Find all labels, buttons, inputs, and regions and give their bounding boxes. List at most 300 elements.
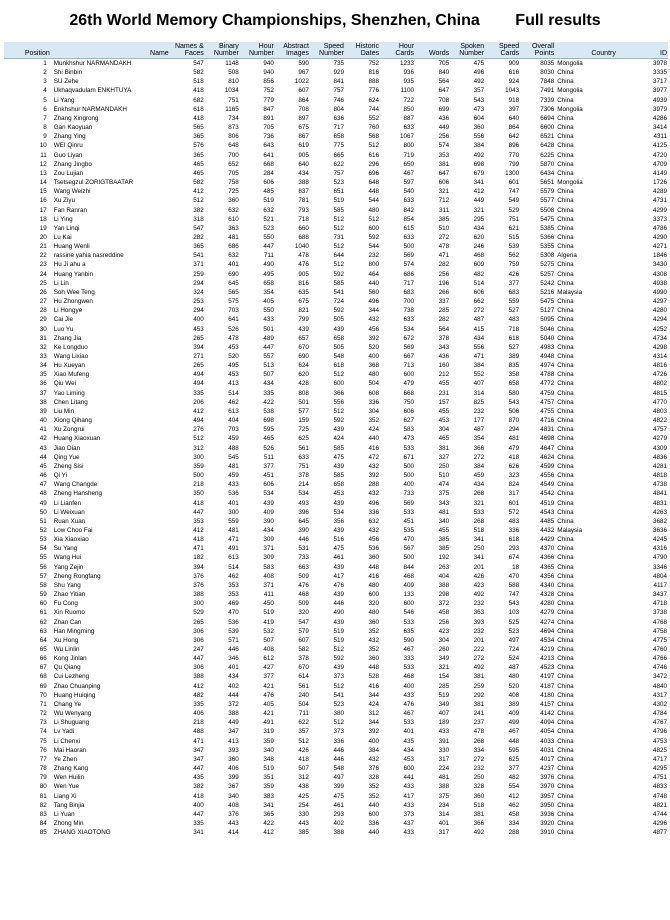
cell-id: 4298 [652,343,667,351]
cell-spoken-number: 478 [473,728,485,736]
cell-hour-cards: 333 [403,655,415,663]
cell-speed-cards: 724 [508,646,520,653]
table-row [4,718,668,727]
cell-name: Lv Yadi [53,728,75,736]
table-row [4,160,668,169]
cell-name: Wang Lixiao [53,353,89,360]
cell-historic-dates: 432 [368,316,379,324]
cell-binary-number: 404 [228,417,239,425]
table-row [4,389,668,398]
cell-name: rassine yahia nasreddine [53,252,124,260]
cell-hour-number: 519 [263,609,274,617]
cell-hour-number: 351 [263,774,274,782]
cell-country: Mongolia [557,105,583,113]
cell-hour-cards: 750 [403,398,415,406]
cell-position: 52 [39,526,47,534]
cell-name: Enkhshur NARMANDAKH [53,105,127,113]
cell-hour-cards: 1233 [400,60,415,67]
cell-hour-cards: 590 [403,636,415,644]
table-row [4,334,668,343]
cell-binary-number: 539 [228,627,239,635]
cell-name: Shi Binbin [53,69,83,77]
cell-name: Munkhshur NARMANDAKH [53,60,132,67]
cell-binary-number: 481 [228,462,239,470]
cell-name: Xin Ruomo [53,609,85,617]
cell-abstract-images: 418 [298,755,309,763]
cell-id: 4825 [652,746,667,754]
table-row [4,206,668,215]
cell-words: 436 [438,114,450,122]
cell-hour-cards: 722 [403,96,415,104]
cell-historic-dates: 384 [368,746,379,754]
cell-binary-number: 508 [228,69,239,77]
cell-position: 54 [39,545,47,553]
cell-binary-number: 700 [228,151,239,159]
cell-words: 317 [438,755,450,763]
cell-names-faces: 341 [193,829,204,837]
cell-names-faces: 218 [193,481,204,489]
table-row [4,315,668,324]
cell-hour-cards: 1100 [400,87,415,95]
cell-hour-number: 383 [263,792,274,800]
cell-overall-points: 7339 [540,96,555,104]
cell-names-faces: 412 [193,682,204,690]
cell-speed-number: 490 [333,609,344,617]
cell-historic-dates: 344 [368,719,379,727]
cell-abstract-images: 708 [298,105,309,113]
cell-country: China [557,636,574,644]
cell-hour-number: 847 [263,105,274,113]
column-header-line1: Historic [345,42,380,50]
cell-abstract-images: 624 [298,362,309,370]
cell-words: 321 [438,188,450,196]
cell-speed-cards: 601 [508,179,520,187]
cell-id: 4790 [652,554,667,562]
cell-overall-points: 5127 [540,307,555,315]
cell-names-faces: 453 [193,325,204,333]
cell-historic-dates: 608 [368,389,379,397]
cell-speed-number: 505 [333,343,344,351]
cell-name: Huang Xiaoxuan [53,435,101,443]
cell-historic-dates: 512 [368,215,379,223]
cell-names-faces: 406 [193,710,204,718]
table-row [4,425,668,434]
cell-words: 304 [438,426,450,434]
cell-names-faces: 300 [193,600,204,608]
cell-speed-number: 523 [333,700,344,708]
cell-overall-points: 4983 [540,343,555,351]
cell-hour-cards: 583 [403,426,415,434]
cell-overall-points: 5275 [540,261,555,269]
cell-words: 327 [438,453,450,461]
cell-words: 401 [438,819,450,827]
table-row [4,517,668,526]
cell-names-faces: 365 [193,243,204,251]
table-row [4,526,668,535]
cell-country: China [557,563,574,571]
cell-speed-number: 475 [333,792,344,800]
cell-overall-points: 4624 [540,453,555,461]
cell-names-faces: 565 [193,124,204,132]
column-header-line2: Number [205,50,240,59]
cell-speed-cards: 334 [508,819,520,827]
cell-words: 647 [438,87,450,95]
cell-country: China [557,206,574,214]
cell-names-faces: 335 [193,819,204,827]
cell-words: 388 [438,783,450,791]
cell-words: 574 [438,142,450,150]
table-row [4,535,668,544]
cell-hour-cards: 500 [403,462,415,470]
cell-abstract-images: 426 [298,746,309,754]
cell-speed-number: 724 [333,298,344,306]
cell-country: China [557,417,574,425]
cell-overall-points: 4054 [540,728,555,736]
table-row [4,453,668,462]
cell-overall-points: 6521 [540,133,555,141]
cell-speed-cards: 625 [508,755,520,763]
cell-id: 4767 [652,719,667,727]
cell-historic-dates: 432 [368,490,379,498]
cell-words: 266 [438,288,450,296]
cell-abstract-images: 670 [298,664,309,672]
cell-historic-dates: 776 [368,87,379,95]
cell-hour-cards: 717 [403,279,415,287]
cell-hour-cards: 800 [403,142,415,150]
cell-speed-number: 446 [333,746,344,754]
cell-historic-dates: 360 [368,554,379,562]
cell-historic-dates: 624 [368,96,379,104]
cell-abstract-images: 312 [298,774,309,782]
cell-id: 4744 [652,810,667,818]
cell-country: Mongolia [557,179,583,187]
cell-binary-number: 413 [228,380,239,388]
cell-overall-points: 4340 [540,581,555,589]
cell-names-faces: 682 [193,96,204,104]
cell-words: 481 [438,508,450,516]
cell-hour-number: 465 [263,435,274,443]
cell-speed-number: 380 [333,710,344,718]
cell-speed-number: 516 [333,536,344,544]
cell-name: Hu Ji ahu a [53,261,86,269]
cell-historic-dates: 424 [368,426,379,434]
cell-abstract-images: 240 [298,691,309,699]
cell-overall-points: 5651 [540,179,555,187]
cell-names-faces: 582 [193,179,204,187]
cell-speed-cards: 616 [508,69,520,77]
cell-speed-number: 417 [333,572,344,580]
cell-names-faces: 518 [193,78,204,86]
cell-overall-points: 5385 [540,224,555,232]
cell-overall-points: 3970 [540,783,555,791]
cell-id: 3977 [652,87,667,95]
cell-hour-number: 412 [263,829,274,837]
cell-name: Xu Hong [53,636,79,644]
cell-hour-number: 595 [263,426,274,434]
cell-words: 282 [438,261,450,269]
cell-names-faces: 465 [193,169,204,177]
cell-historic-dates: 368 [368,362,379,370]
cell-name: Shu Yang [53,581,81,589]
cell-hour-number: 447 [263,243,274,251]
cell-names-faces: 253 [193,298,204,306]
cell-speed-cards: 358 [508,371,520,379]
cell-name: Chang Ye [53,700,82,708]
cell-name: Gan Kaoyuan [53,124,93,132]
cell-country: China [557,499,574,507]
cell-historic-dates: 536 [368,545,379,553]
cell-country: Malaysia [557,288,583,296]
cell-binary-number: 690 [228,270,239,278]
cell-abstract-images: 330 [298,810,309,818]
cell-position: 55 [39,554,47,562]
cell-speed-number: 585 [333,444,344,452]
cell-binary-number: 481 [228,526,239,534]
cell-name: Li Yuan [53,810,75,818]
cell-names-faces: 412 [193,407,204,415]
cell-name: Mai Haoran [53,746,87,754]
cell-historic-dates: 544 [368,243,379,251]
cell-id: 4281 [652,462,667,470]
cell-name: Zheng Sisi [53,462,84,470]
cell-historic-dates: 432 [368,462,379,470]
cell-spoken-number: 514 [473,279,485,287]
cell-historic-dates: 560 [368,288,379,296]
cell-speed-number: 622 [333,160,344,168]
cell-historic-dates: 448 [368,664,379,672]
cell-historic-dates: 344 [368,691,379,699]
cell-names-faces: 335 [193,700,204,708]
cell-speed-number: 592 [333,417,344,425]
cell-position: 59 [39,591,47,599]
cell-spoken-number: 620 [473,233,485,241]
table-row [4,618,668,627]
cell-hour-number: 421 [263,682,274,690]
cell-spoken-number: 426 [473,572,485,580]
cell-position: 14 [39,179,47,187]
cell-country: Mongolia [557,60,583,67]
cell-hour-number: 501 [263,325,274,333]
cell-binary-number: 520 [228,353,239,360]
cell-name: Li Chenxi [53,737,80,745]
table-row [4,288,668,297]
cell-position: 31 [39,334,47,342]
cell-speed-cards: 896 [508,142,520,150]
cell-historic-dates: 440 [368,435,379,443]
table-row [4,151,668,160]
cell-historic-dates: 352 [368,646,379,653]
cell-position: 72 [39,710,47,718]
cell-historic-dates: 360 [368,655,379,663]
cell-speed-number: 512 [333,407,344,415]
cell-historic-dates: 336 [368,398,379,406]
cell-hour-number: 371 [263,545,274,553]
cell-hour-number: 434 [263,526,274,534]
cell-historic-dates: 352 [368,417,379,425]
cell-words: 212 [438,371,450,379]
cell-position: 22 [39,252,47,260]
cell-words: 263 [438,563,450,571]
table-row [4,544,668,553]
cell-words: 840 [438,69,450,77]
cell-hour-number: 319 [263,728,274,736]
cell-binary-number: 481 [228,233,239,241]
cell-name: Li Weixuan [53,508,85,516]
table-row [4,325,668,334]
cell-words: 250 [438,462,450,470]
cell-speed-number: 512 [333,215,344,223]
cell-id: 4302 [652,700,667,708]
table-row [4,59,668,69]
cell-name: Qi Yi [53,472,68,480]
cell-speed-cards: 759 [508,261,520,269]
cell-speed-number: 461 [333,554,344,562]
cell-speed-number: 373 [333,673,344,681]
cell-hour-cards: 433 [403,829,415,837]
cell-hour-number: 507 [263,636,274,644]
cell-speed-cards: 751 [508,215,520,223]
cell-binary-number: 393 [228,746,239,754]
table-row [4,178,668,187]
cell-hour-cards: 476 [403,700,415,708]
cell-country: China [557,169,574,177]
cell-abstract-images: 905 [298,151,309,159]
cell-spoken-number: 328 [473,783,485,791]
cell-binary-number: 526 [228,325,239,333]
cell-position: 30 [39,325,47,333]
cell-hour-cards: 533 [403,508,415,516]
cell-spoken-number: 423 [473,581,485,589]
cell-speed-number: 453 [333,490,344,498]
cell-words: 298 [438,591,450,599]
cell-speed-cards: 580 [508,389,520,397]
cell-overall-points: 5366 [540,233,555,241]
cell-id: 4731 [652,197,667,205]
cell-historic-dates: 480 [368,609,379,617]
cell-binary-number: 488 [228,444,239,452]
cell-spoken-number: 468 [473,252,485,260]
cell-name: Zhang Jia [53,334,82,342]
cell-position: 16 [39,197,47,205]
cell-binary-number: 751 [228,96,239,104]
cell-words: 606 [438,179,450,187]
cell-historic-dates: 432 [368,636,379,644]
cell-id: 4804 [652,572,667,580]
cell-hour-cards: 500 [403,554,415,562]
table-row [4,444,668,453]
cell-id: 3682 [652,517,667,525]
cell-position: 19 [39,224,47,232]
cell-spoken-number: 492 [473,829,485,837]
cell-binary-number: 806 [228,133,239,141]
cell-abstract-images: 725 [298,426,309,434]
cell-hour-cards: 435 [403,737,415,745]
cell-position: 9 [43,133,47,141]
cell-hour-number: 405 [263,298,274,306]
cell-position: 43 [39,444,47,452]
cell-historic-dates: 232 [368,252,379,260]
table-row [4,260,668,269]
cell-id: 4252 [652,325,667,333]
cell-hour-number: 940 [263,69,274,77]
cell-id: 3335 [652,69,667,77]
cell-names-faces: 400 [193,316,204,324]
cell-name: Wang Changde [53,481,98,489]
cell-historic-dates: 320 [368,600,379,608]
cell-speed-number: 475 [333,545,344,553]
cell-spoken-number: 434 [473,481,485,489]
cell-country: China [557,508,574,516]
cell-country: China [557,819,574,827]
cell-words: 260 [438,646,450,653]
cell-hour-cards: 633 [403,124,415,132]
cell-spoken-number: 363 [473,609,485,617]
cell-hour-cards: 569 [403,343,415,351]
table-row [4,737,668,746]
cell-country: China [557,362,574,370]
cell-abstract-images: 607 [298,636,309,644]
table-row [4,572,668,581]
cell-words: 349 [438,655,450,663]
cell-hour-number: 405 [263,700,274,708]
column-header-line2: Points [520,50,555,59]
cell-hour-number: 534 [263,490,274,498]
cell-names-faces: 500 [193,472,204,480]
cell-spoken-number: 606 [473,288,485,296]
cell-spoken-number: 381 [473,673,485,681]
cell-country: China [557,343,574,351]
cell-position: 29 [39,316,47,324]
table-row [4,782,668,791]
cell-position: 11 [40,151,47,159]
cell-names-faces: 394 [193,563,204,571]
cell-id: 4816 [652,362,667,370]
cell-position: 4 [43,87,47,95]
column-header-line2: Faces [170,50,205,59]
cell-id: 4117 [653,581,667,589]
cell-id: 4125 [652,142,667,150]
cell-words: 285 [438,682,450,690]
cell-name: Wang Hui [53,554,82,562]
cell-abstract-images: 254 [298,801,309,809]
cell-historic-dates: 456 [368,325,379,333]
cell-names-faces: 447 [193,508,204,516]
cell-overall-points: 4543 [540,508,555,516]
cell-position: 62 [39,618,47,626]
cell-hour-cards: 567 [403,545,415,553]
cell-binary-number: 613 [228,407,239,415]
cell-overall-points: 4542 [540,490,555,498]
cell-id: 4760 [652,646,667,653]
cell-binary-number: 433 [228,481,239,489]
cell-abstract-images: 675 [298,298,309,306]
cell-binary-number: 536 [228,618,239,626]
cell-abstract-images: 531 [298,545,309,553]
table-row [4,755,668,764]
cell-hour-cards: 400 [403,682,415,690]
cell-spoken-number: 492 [473,78,485,86]
cell-position: 41 [39,426,47,434]
cell-hour-number: 390 [263,517,274,525]
cell-hour-number: 485 [263,188,274,196]
cell-id: 4289 [652,188,667,196]
table-row [4,398,668,407]
cell-name: WEI Qinru [53,142,83,150]
cell-speed-number: 402 [333,819,344,827]
cell-abstract-images: 781 [298,197,309,205]
table-row [4,480,668,489]
table-row [4,123,668,132]
